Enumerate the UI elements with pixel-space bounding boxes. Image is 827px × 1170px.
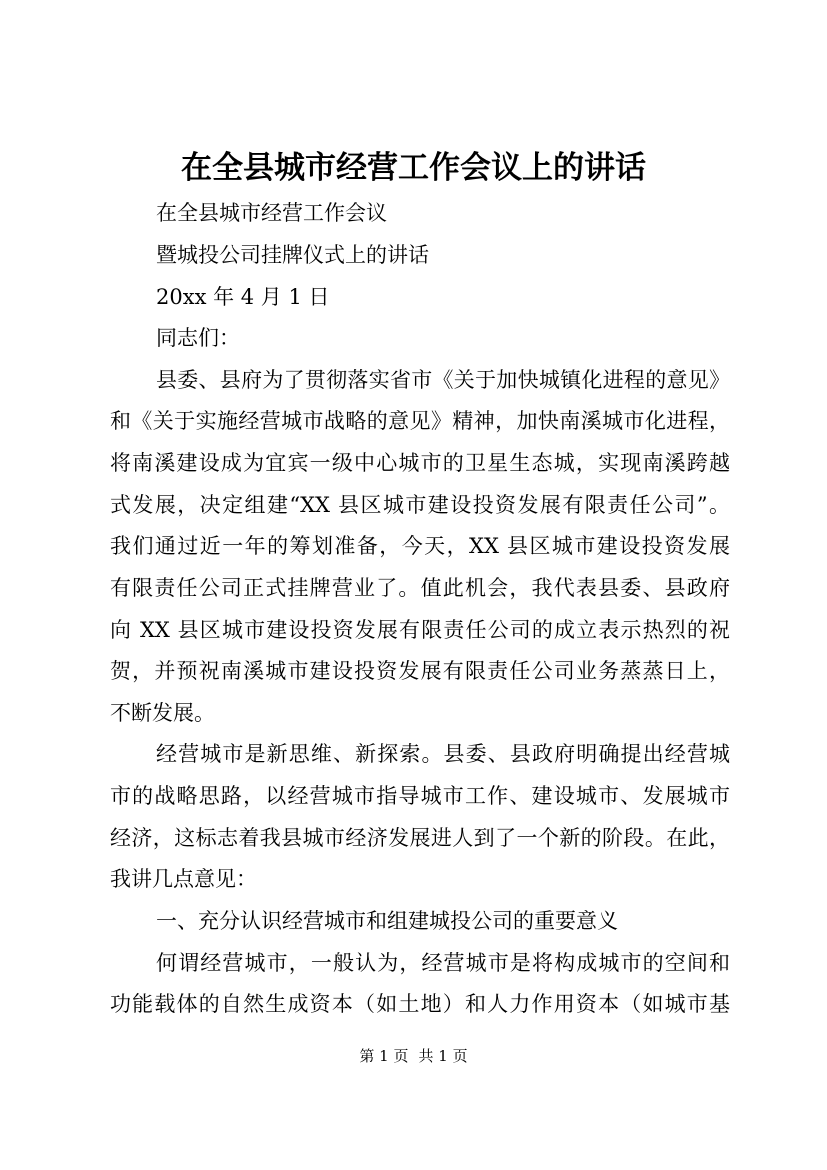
paragraph-3-line-1: 何谓经营城市，一般认为，经营城市是将构成城市的空间和 [156, 951, 730, 975]
page-total: 共 1 页 [418, 1047, 468, 1065]
subtitle-line-2: 暨城投公司挂牌仪式上的讲话 [156, 243, 429, 267]
paragraph-2-line-1: 经营城市是新思维、新探索。县委、县政府明确提出经营城 [156, 742, 730, 766]
paragraph-1-line-5: 我们通过近一年的筹划准备，今天，XX 县区城市建设投资发展 [110, 534, 730, 558]
paragraph-2-line-4: 我讲几点意见： [110, 867, 257, 891]
paragraph-3-line-2: 功能载体的自然生成资本（如土地）和人力作用资本（如城市基 [110, 992, 730, 1016]
document-date: 20xx 年 4 月 1 日 [156, 285, 330, 309]
salutation: 同志们： [156, 326, 240, 350]
paragraph-1-line-7: 向 XX 县区城市建设投资发展有限责任公司的成立表示热烈的祝 [110, 618, 730, 642]
paragraph-1-line-9: 不断发展。 [110, 701, 215, 725]
paragraph-1-line-8: 贺，并预祝南溪城市建设投资发展有限责任公司业务蒸蒸日上， [110, 659, 730, 683]
paragraph-1-line-3: 将南溪建设成为宜宾一级中心城市的卫星生态城，实现南溪跨越 [110, 451, 730, 475]
paragraph-1-line-6: 有限责任公司正式挂牌营业了。值此机会，我代表县委、县政府 [110, 576, 730, 600]
document-title: 在全县城市经营工作会议上的讲话 [181, 150, 646, 186]
paragraph-1-line-2: 和《关于实施经营城市战略的意见》精神，加快南溪城市化进程， [110, 409, 730, 433]
section-1-heading: 一、充分认识经营城市和组建城投公司的重要意义 [156, 909, 618, 933]
paragraph-1-line-4: 式发展，决定组建“XX 县区城市建设投资发展有限责任公司”。 [110, 493, 730, 517]
subtitle-line-1: 在全县城市经营工作会议 [156, 201, 387, 225]
paragraph-2-line-2: 市的战略思路，以经营城市指导城市工作、建设城市、发展城市 [110, 784, 730, 808]
page-number: 第 1 页 [359, 1047, 409, 1065]
paragraph-1-line-1: 县委、县府为了贯彻落实省市《关于加快城镇化进程的意见》 [156, 368, 730, 392]
paragraph-2-line-3: 经济，这标志着我县城市经济发展进人到了一个新的阶段。在此， [110, 826, 730, 850]
page-footer [0, 1044, 827, 1068]
